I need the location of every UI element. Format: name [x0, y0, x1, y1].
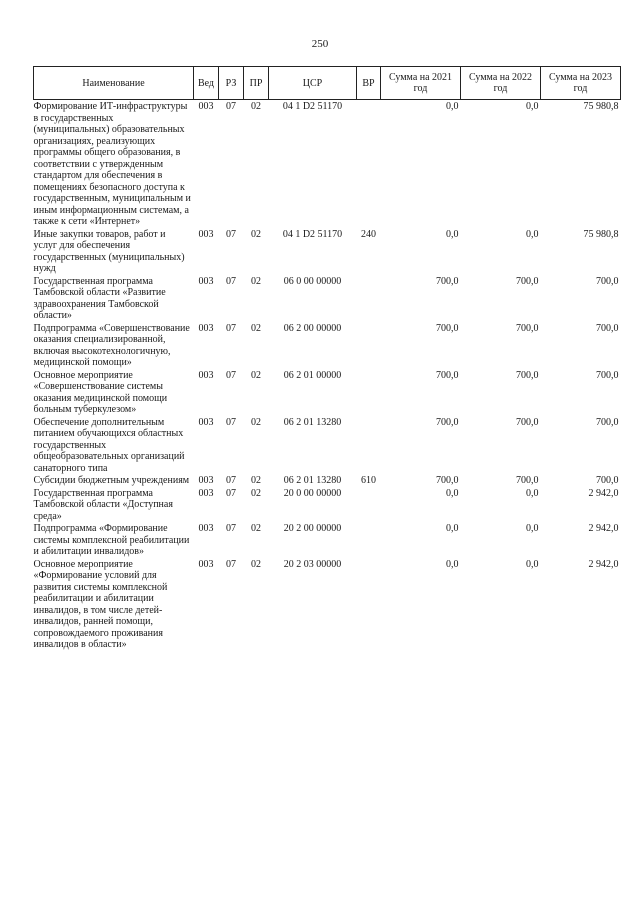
row-pr: 02 [251, 228, 261, 240]
budget-table [33, 66, 621, 652]
table-row [34, 323, 621, 370]
row-csr: 06 2 01 13280 [283, 475, 342, 486]
row-csr: 06 2 01 13280 [283, 416, 342, 428]
row-sum-2023: 2 942,0 [588, 558, 619, 570]
row-rz: 07 [226, 228, 236, 240]
row-csr: 06 2 01 00000 [283, 369, 342, 381]
row-csr: 04 1 D2 51170 [282, 228, 343, 240]
row-ved: 003 [198, 275, 214, 287]
row-sum-2021: 0,0 [446, 558, 459, 570]
table-row [34, 559, 621, 652]
row-rz: 07 [226, 101, 236, 112]
row-ved: 003 [198, 558, 214, 570]
header-pr: ПР [244, 67, 269, 100]
row-name: Подпрограмма «Совершенствование оказания специализированной, включая высокотехнологичную, медицинской помощи» [33, 322, 190, 368]
row-name: Субсидии бюджетным учреждениям [33, 475, 190, 486]
row-rz: 07 [226, 416, 236, 428]
row-csr: 06 2 00 00000 [283, 322, 342, 334]
row-name: Формирование ИТ-инфраструктуры в государственных (муниципальных) образовательных организациях, реализующих программы общего образования, в соответствии с утвержденным стандартом для обеспечения в помещениях безопасного доступа к государственным, муниципальным и иным информационным системам, а также к сети «Интернет» [33, 101, 191, 227]
table-row [34, 276, 621, 323]
header-ved: Вед [194, 67, 219, 100]
row-sum-2023: 75 980,8 [583, 101, 619, 112]
row-name: Государственная программа Тамбовской области «Развитие здравоохранения Тамбовской области» [33, 275, 166, 321]
row-name: Основное мероприятие «Формирование условий для развития системы комплексной реабилитации и абилитации инвалидов, в том числе детей-инвалидов, ранней помощи, сопровождаемого проживания инвалидов в области» [33, 558, 168, 650]
row-sum-2022: 700,0 [516, 369, 539, 381]
row-sum-2021: 700,0 [436, 369, 459, 381]
row-pr: 02 [251, 487, 261, 499]
row-sum-2022: 0,0 [526, 558, 539, 570]
table-row [34, 475, 621, 488]
row-vr: 610 [361, 475, 376, 486]
row-ved: 003 [198, 416, 214, 428]
row-pr: 02 [251, 322, 261, 334]
row-name: Государственная программа Тамбовской области «Доступная среда» [33, 487, 173, 522]
row-sum-2022: 0,0 [526, 101, 539, 112]
row-ved: 003 [198, 369, 214, 381]
row-sum-2022: 700,0 [516, 322, 539, 334]
row-sum-2022: 0,0 [526, 487, 539, 499]
row-ved: 003 [198, 487, 214, 499]
row-csr: 04 1 D2 51170 [282, 101, 343, 112]
row-sum-2023: 75 980,8 [583, 228, 619, 240]
row-rz: 07 [226, 369, 236, 381]
page-number: 250 [311, 38, 329, 50]
row-rz: 07 [226, 558, 236, 570]
row-rz: 07 [226, 275, 236, 287]
row-sum-2021: 700,0 [436, 416, 459, 428]
row-ved: 003 [198, 101, 214, 112]
row-vr [357, 417, 381, 476]
row-vr [357, 370, 381, 417]
table-row [34, 417, 621, 476]
header-sum-2022: Сумма на 2022 год [461, 67, 541, 100]
row-sum-2022: 700,0 [516, 275, 539, 287]
table-row [34, 100, 621, 229]
row-name: Иные закупки товаров, работ и услуг для обеспечения государственных (муниципальных) нужд [33, 228, 185, 274]
row-pr: 02 [251, 275, 261, 287]
row-sum-2021: 0,0 [446, 523, 459, 534]
row-vr [357, 559, 381, 652]
row-sum-2023: 700,0 [596, 275, 619, 287]
row-vr: 240 [361, 228, 376, 240]
row-pr: 02 [251, 101, 261, 112]
row-vr [357, 276, 381, 323]
row-sum-2022: 700,0 [516, 416, 539, 428]
row-sum-2022: 0,0 [526, 228, 539, 240]
row-ved: 003 [198, 228, 214, 240]
row-csr: 20 2 00 00000 [283, 523, 342, 534]
header-name: Наименование [34, 67, 194, 100]
row-rz: 07 [226, 475, 236, 486]
row-vr [357, 488, 381, 524]
header-sum-2021: Сумма на 2021 год [381, 67, 461, 100]
row-rz: 07 [226, 487, 236, 499]
table-row [34, 523, 621, 559]
table-row [34, 488, 621, 524]
row-pr: 02 [251, 369, 261, 381]
row-sum-2021: 700,0 [436, 275, 459, 287]
row-vr [357, 523, 381, 559]
row-sum-2021: 0,0 [446, 487, 459, 499]
table-header-row [34, 67, 621, 100]
row-vr [357, 323, 381, 370]
row-rz: 07 [226, 523, 236, 534]
row-rz: 07 [226, 322, 236, 334]
header-vr: ВР [357, 67, 381, 100]
row-csr: 20 2 03 00000 [283, 558, 342, 570]
row-sum-2021: 0,0 [446, 101, 459, 112]
row-vr [357, 100, 381, 229]
row-ved: 003 [198, 475, 214, 486]
row-sum-2023: 700,0 [596, 416, 619, 428]
row-sum-2023: 2 942,0 [588, 487, 619, 499]
row-sum-2021: 0,0 [446, 228, 459, 240]
row-name: Подпрограмма «Формирование системы комплексной реабилитации и абилитации инвалидов» [33, 523, 190, 557]
row-sum-2023: 2 942,0 [588, 523, 619, 534]
header-sum-2023: Сумма на 2023 год [541, 67, 621, 100]
row-sum-2022: 0,0 [526, 523, 539, 534]
row-pr: 02 [251, 416, 261, 428]
row-sum-2022: 700,0 [516, 475, 539, 486]
row-pr: 02 [251, 523, 261, 534]
row-name: Основное мероприятие «Совершенствование системы оказания медицинской помощи больным туберкулезом» [33, 369, 168, 415]
row-pr: 02 [251, 475, 261, 486]
table-row [34, 229, 621, 276]
row-sum-2021: 700,0 [436, 475, 459, 486]
row-sum-2023: 700,0 [596, 369, 619, 381]
row-pr: 02 [251, 558, 261, 570]
header-rz: РЗ [219, 67, 244, 100]
row-ved: 003 [198, 322, 214, 334]
header-csr: ЦСР [269, 67, 357, 100]
row-csr: 06 0 00 00000 [283, 275, 342, 287]
row-csr: 20 0 00 00000 [283, 487, 342, 499]
row-sum-2023: 700,0 [596, 475, 619, 486]
row-sum-2023: 700,0 [596, 322, 619, 334]
row-sum-2021: 700,0 [436, 322, 459, 334]
row-name: Обеспечение дополнительным питанием обучающихся областных государственных общеобразовательных организаций санаторного типа [33, 416, 185, 474]
table-row [34, 370, 621, 417]
row-ved: 003 [198, 523, 214, 534]
